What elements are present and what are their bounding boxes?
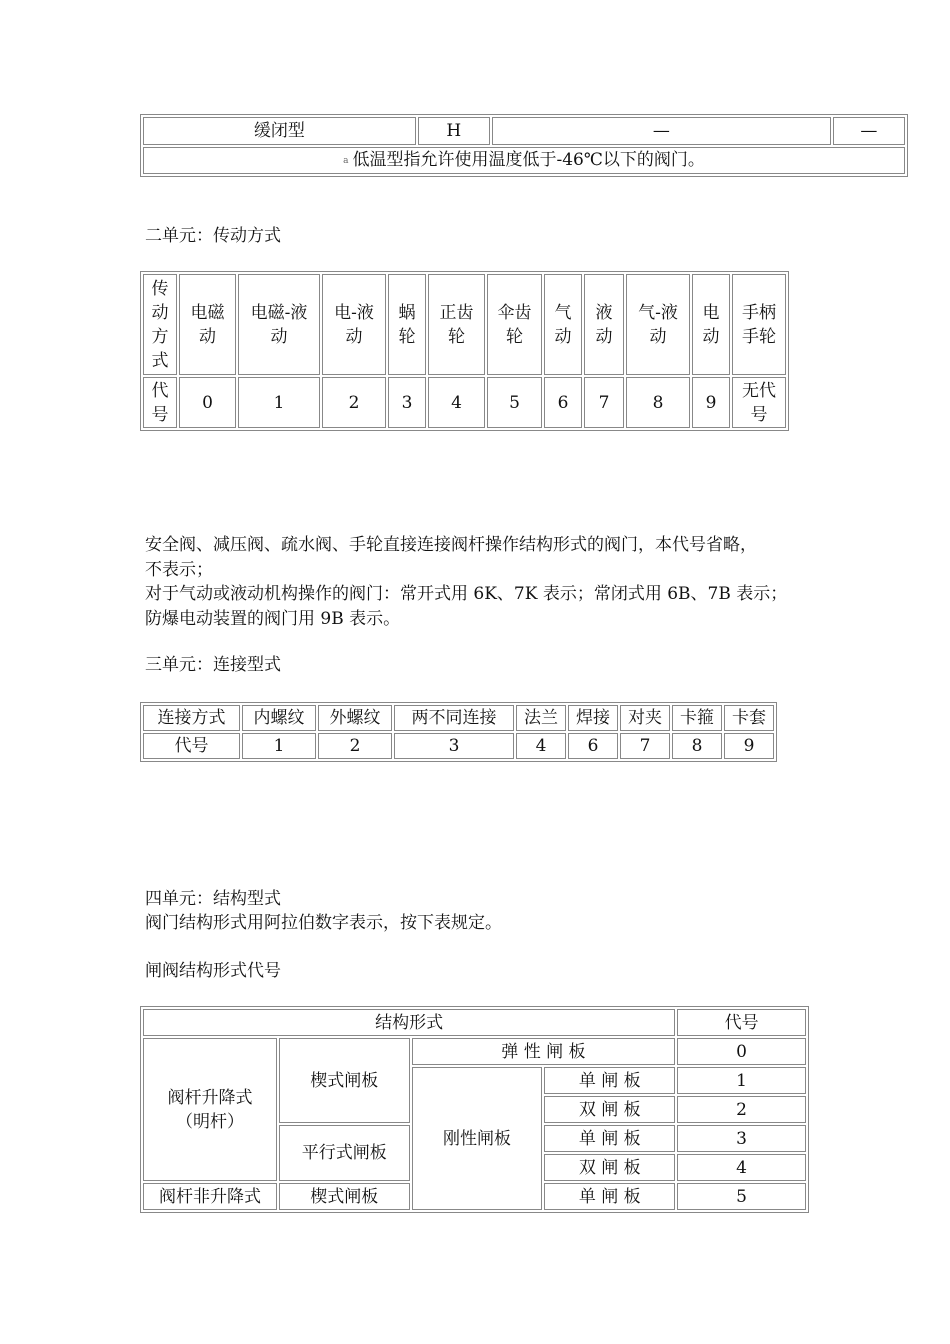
conn-code-0: 代号 bbox=[143, 733, 240, 759]
nonrising-stem: 阀杆非升降式 bbox=[143, 1183, 277, 1210]
section2-title: 二单元：传动方式 bbox=[145, 226, 281, 246]
elastic-gate: 弹 性 闸 板 bbox=[412, 1038, 676, 1065]
header-code: 代号 bbox=[677, 1009, 806, 1036]
drive-code-1: 0 bbox=[179, 377, 236, 428]
drive-header-1: 电磁 动 bbox=[179, 274, 236, 375]
drive-header-11: 手柄 手轮 bbox=[732, 274, 786, 375]
gate-subtitle: 闸阀结构形式代号 bbox=[145, 961, 281, 981]
code-1: 1 bbox=[677, 1067, 806, 1094]
drive-code-0: 代 号 bbox=[143, 377, 177, 428]
drive-header-4: 蜗 轮 bbox=[388, 274, 426, 375]
rigid-gate: 刚性闸板 bbox=[412, 1067, 543, 1210]
note-mark: a bbox=[343, 155, 349, 166]
note-text: 低温型指允许使用温度低于-46℃以下的阀门。 bbox=[352, 150, 705, 170]
table-note bbox=[143, 147, 905, 174]
double-gate-2: 双 闸 板 bbox=[544, 1154, 675, 1181]
conn-code-5: 6 bbox=[568, 733, 618, 759]
single-gate-2: 单 闸 板 bbox=[544, 1125, 675, 1152]
drive-code-4: 3 bbox=[388, 377, 426, 428]
conn-header-7: 卡箍 bbox=[672, 705, 722, 731]
conn-code-7: 8 bbox=[672, 733, 722, 759]
code-4: 4 bbox=[677, 1154, 806, 1181]
conn-code-6: 7 bbox=[620, 733, 670, 759]
cell-code: H bbox=[418, 117, 490, 145]
conn-code-2: 2 bbox=[318, 733, 392, 759]
conn-header-2: 外螺纹 bbox=[318, 705, 392, 731]
double-gate-1: 双 闸 板 bbox=[544, 1096, 675, 1123]
conn-header-5: 焊接 bbox=[568, 705, 618, 731]
drive-header-8: 液 动 bbox=[584, 274, 624, 375]
cell-dash: — bbox=[492, 117, 831, 145]
conn-header-0: 连接方式 bbox=[143, 705, 240, 731]
drive-header-10: 电 动 bbox=[692, 274, 730, 375]
header-form: 结构形式 bbox=[143, 1009, 675, 1036]
conn-code-3: 3 bbox=[394, 733, 514, 759]
wedge-gate-2: 楔式闸板 bbox=[279, 1183, 410, 1210]
conn-code-1: 1 bbox=[242, 733, 316, 759]
cell-dash2: — bbox=[833, 117, 905, 145]
conn-header-8: 卡套 bbox=[724, 705, 774, 731]
gate-valve-table bbox=[140, 1006, 809, 1213]
code-5: 5 bbox=[677, 1183, 806, 1210]
code-0: 0 bbox=[677, 1038, 806, 1065]
drive-code-7: 6 bbox=[544, 377, 582, 428]
single-gate-1: 单 闸 板 bbox=[544, 1067, 675, 1094]
para-omit: 安全阀、减压阀、疏水阀、手轮直接连接阀杆操作结构形式的阀门，本代号省略， bbox=[145, 535, 757, 555]
drive-header-3: 电-液 动 bbox=[322, 274, 386, 375]
para-pneumatic: 对于气动或液动机构操作的阀门：常开式用 6K、7K 表示；常闭式用 6B、7B 表示； bbox=[145, 584, 788, 604]
drive-header-2: 电磁-液 动 bbox=[238, 274, 320, 375]
drive-code-6: 5 bbox=[487, 377, 542, 428]
single-gate-3: 单 闸 板 bbox=[544, 1183, 675, 1210]
wedge-gate: 楔式闸板 bbox=[279, 1038, 410, 1123]
section4-title: 四单元：结构型式 bbox=[145, 889, 281, 909]
drive-code-11: 无代 号 bbox=[732, 377, 786, 428]
drive-code-3: 2 bbox=[322, 377, 386, 428]
drive-header-5: 正齿 轮 bbox=[428, 274, 485, 375]
conn-header-1: 内螺纹 bbox=[242, 705, 316, 731]
drive-header-6: 伞齿 轮 bbox=[487, 274, 542, 375]
conn-code-4: 4 bbox=[516, 733, 566, 759]
drive-code-9: 8 bbox=[626, 377, 690, 428]
drive-code-5: 4 bbox=[428, 377, 485, 428]
drive-code-8: 7 bbox=[584, 377, 624, 428]
section4-desc: 阀门结构形式用阿拉伯数字表示，按下表规定。 bbox=[145, 913, 502, 933]
section3-title: 三单元：连接型式 bbox=[145, 655, 281, 675]
conn-header-3: 两不同连接 bbox=[394, 705, 514, 731]
cell-type: 缓闭型 bbox=[143, 117, 416, 145]
drive-mode-table bbox=[140, 271, 789, 431]
drive-header-0: 传 动 方 式 bbox=[143, 274, 177, 375]
code-2: 2 bbox=[677, 1096, 806, 1123]
conn-code-8: 9 bbox=[724, 733, 774, 759]
rising-stem: 阀杆升降式 （明杆） bbox=[143, 1038, 277, 1181]
conn-header-6: 对夹 bbox=[620, 705, 670, 731]
drive-code-2: 1 bbox=[238, 377, 320, 428]
connection-table bbox=[140, 702, 777, 762]
drive-header-7: 气 动 bbox=[544, 274, 582, 375]
drive-code-10: 9 bbox=[692, 377, 730, 428]
para-omit-b: 不表示； bbox=[145, 560, 213, 580]
code-3: 3 bbox=[677, 1125, 806, 1152]
parallel-gate: 平行式闸板 bbox=[279, 1125, 410, 1181]
drive-header-9: 气-液 动 bbox=[626, 274, 690, 375]
low-temp-table bbox=[140, 114, 908, 177]
conn-header-4: 法兰 bbox=[516, 705, 566, 731]
para-explosion: 防爆电动装置的阀门用 9B 表示。 bbox=[145, 609, 401, 629]
